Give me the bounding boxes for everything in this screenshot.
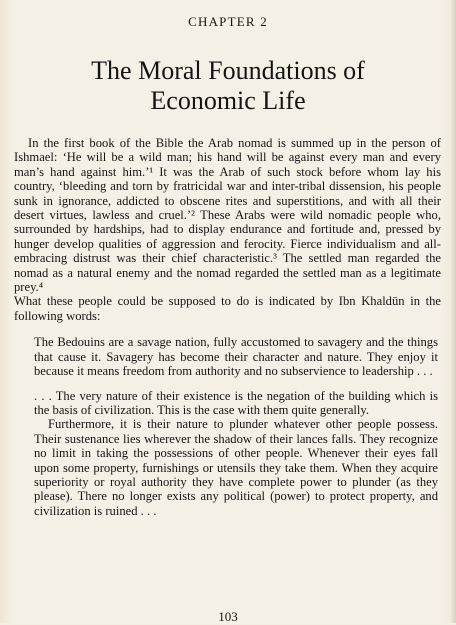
- body-text: [14, 136, 441, 518]
- chapter-title-line-2: Economic Life: [150, 86, 306, 115]
- page-edge-shadow: [450, 0, 456, 623]
- paragraph-ibn-khaldun-intro: What these people could be supposed to do is indicated by Ibn Khaldūn in the following words:: [14, 294, 441, 323]
- quote-paragraph-existence: . . . The very nature of their existence is the negation of the building which is the basis of civilization. This is the case with them quite generally.: [34, 388, 438, 417]
- chapter-title: [0, 56, 456, 116]
- quote-paragraph-bedouins: The Bedouins are a savage nation, fully accustomed to savagery and the things that cause it. Savagery has become their character and nature. They enjoy it because it means freedom from authority and no subservience to leadership . . .: [34, 335, 438, 379]
- page-number: 103: [218, 609, 238, 624]
- quote-paragraph-plunder: Furthermore, it is their nature to plunder whatever other people possess. Their sustenance lies wherever the shadow of their lances falls. They recognize no limit in taking the possessions of other people. Whenever their eyes fall upon some property, furnishings or utensils they take them. When they acquire superiority or royal authority they have complete power to plunder (as they please). There no longer exists any political (power) to protect property, and civilization is ruined . . .: [34, 417, 438, 518]
- paragraph-ishmael: In the first book of the Bible the Arab nomad is summed up in the person of Ishmael: ‘He will be a wild man; his hand will be against every man and every man’s hand against him.’¹ It was the Arab of such stock before whom lay his country, ‘bleeding and torn by fratricidal war and inter-tribal dissension, his people sunk in ignorance, addicted to obscene rites and superstitions, and with all their desert virtues, lawless and cruel.’² These Arabs were wild nomadic people who, surrounded by hardships, had to display endurance and fortitude and, pressed by hunger develop qualities of aggression and ferocity. Fierce individualism and all-embracing distrust was their chief characteristic.³ The settled man regarded the nomad as a natural enemy and the nomad regarded the settled man as a legitimate prey.⁴: [14, 136, 441, 295]
- block-quote: [34, 335, 438, 518]
- chapter-title-line-1: The Moral Foundations of: [91, 56, 365, 85]
- chapter-heading: CHAPTER 2: [188, 14, 268, 29]
